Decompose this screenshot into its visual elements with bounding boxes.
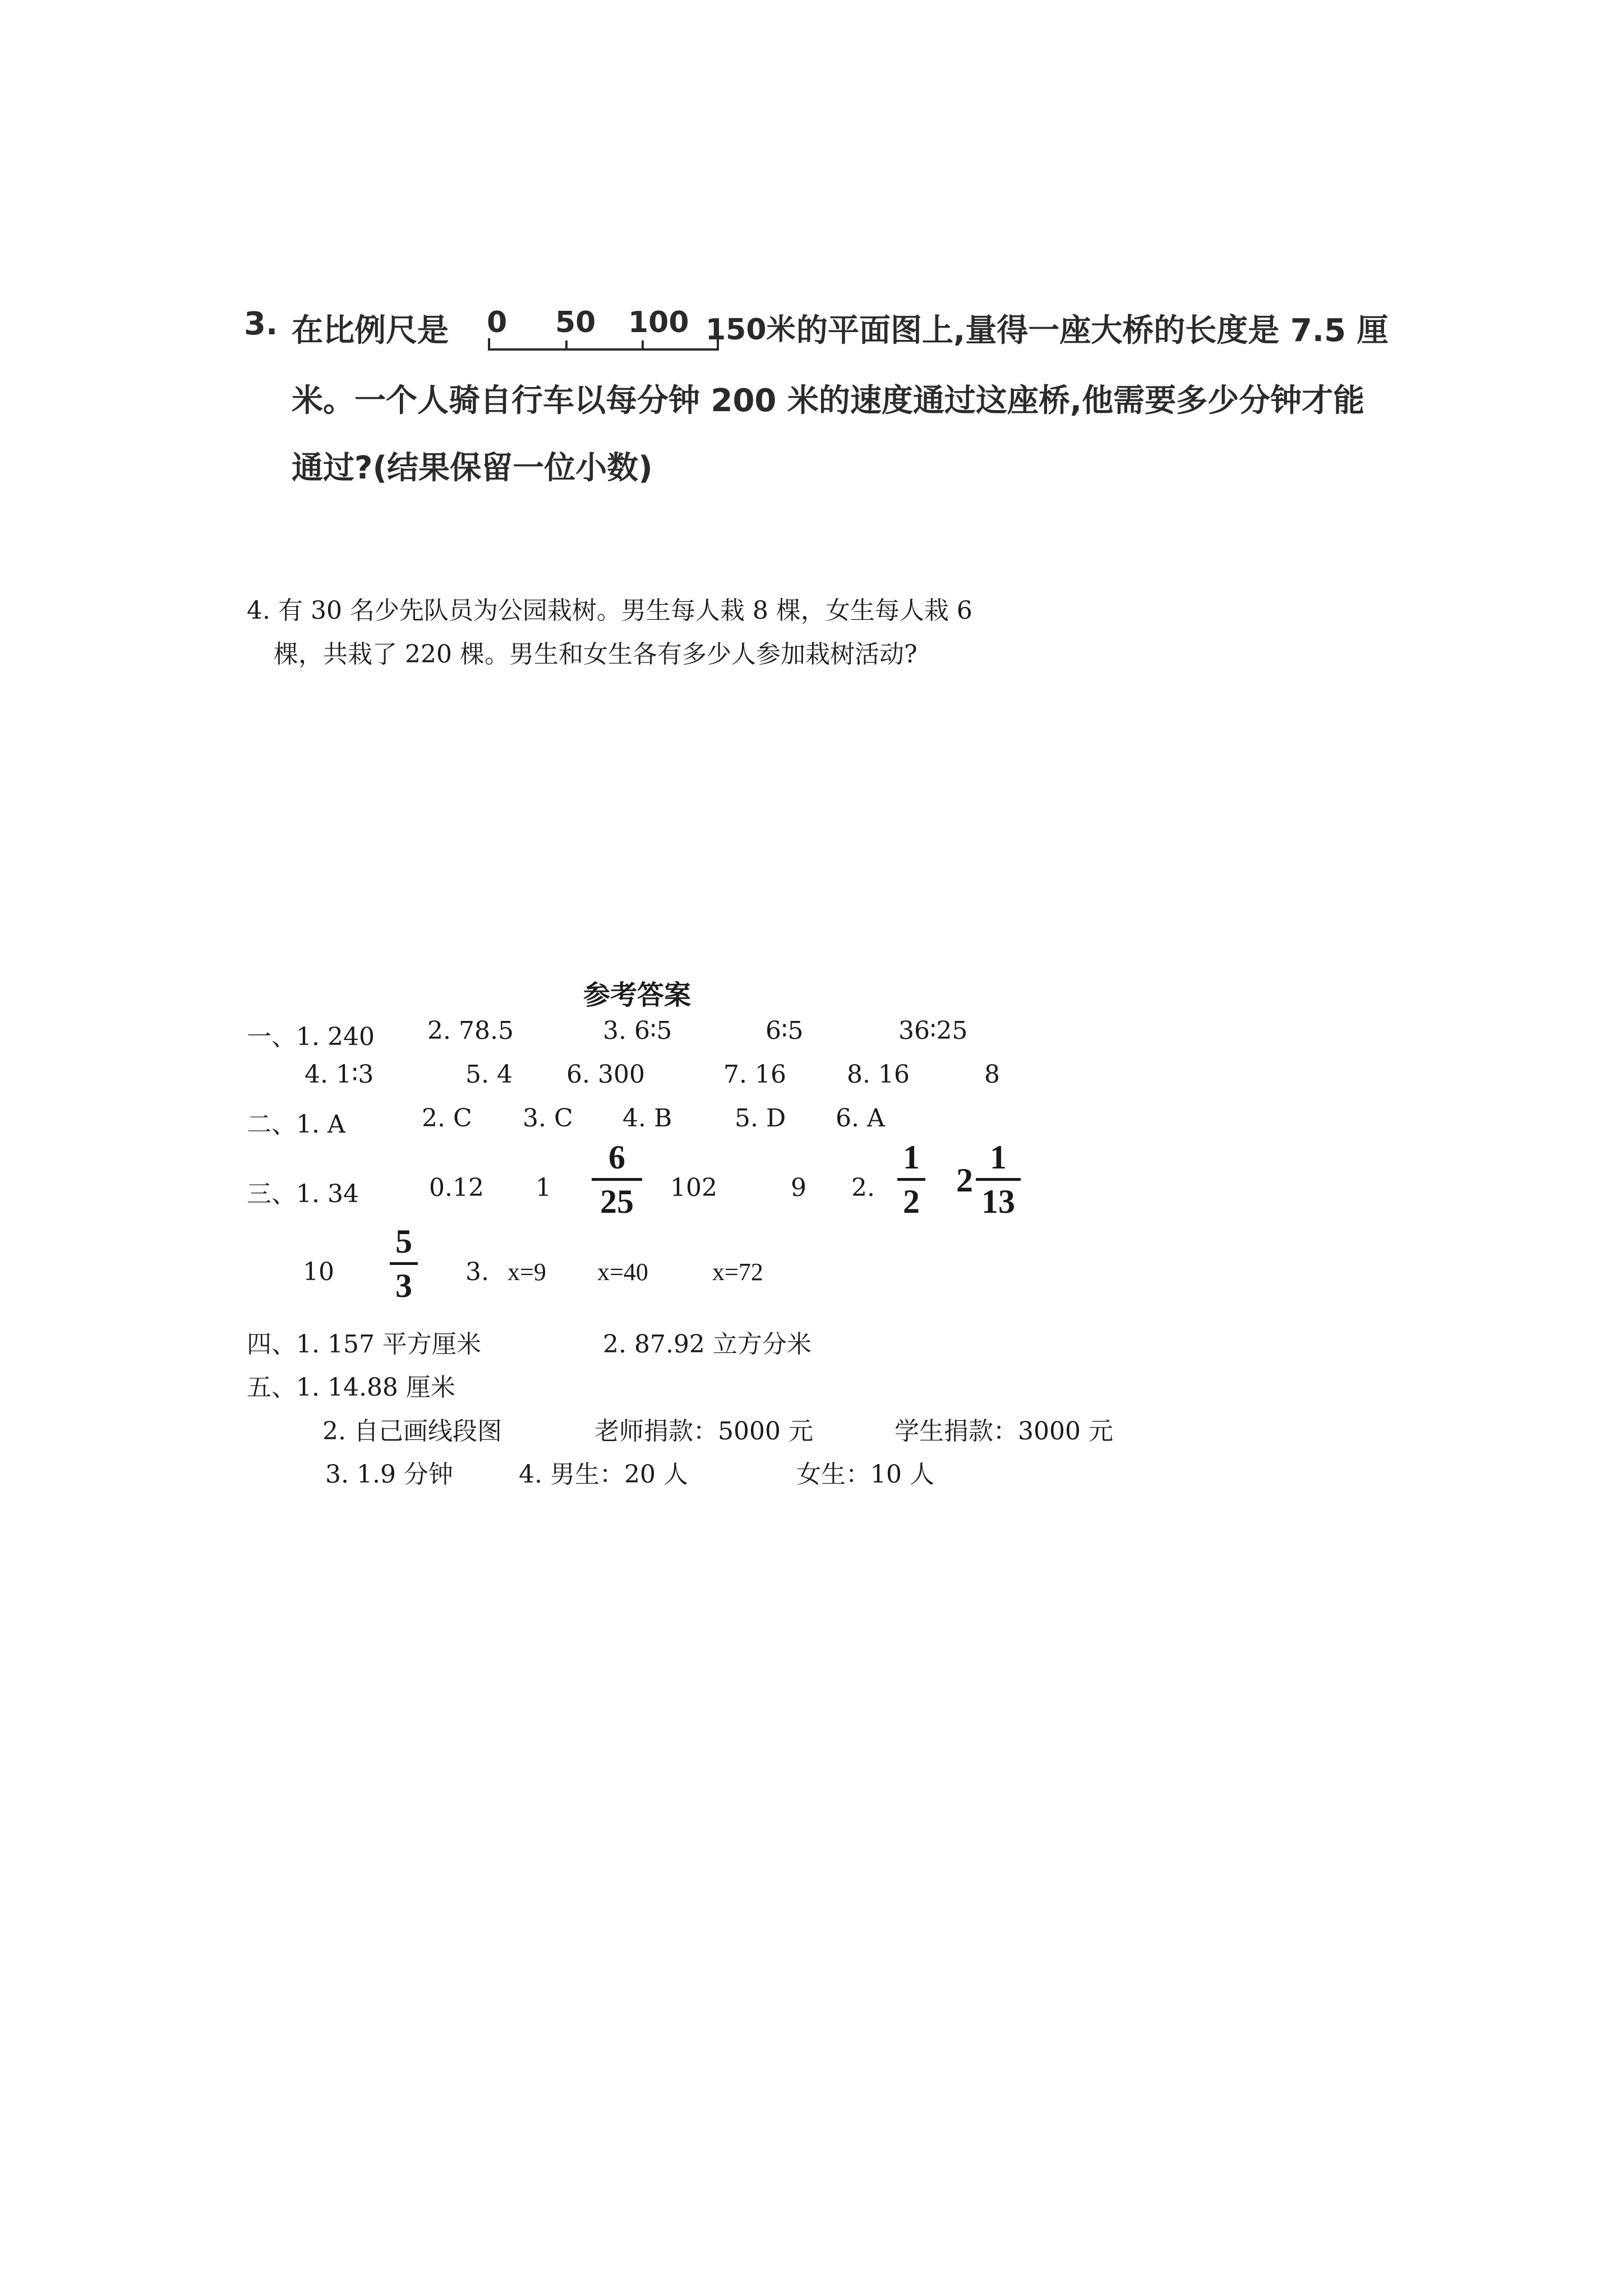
q3-line2: 米。一个人骑自行车以每分钟 200 米的速度通过这座桥,他需要多少分钟才能 — [292, 383, 1365, 419]
scale-bar — [487, 306, 796, 356]
scale-tick-100: 100 — [628, 306, 689, 339]
scale-tick-0: 0 — [487, 306, 508, 339]
s3-item-3: 1 — [536, 1174, 551, 1202]
s2-item-3: 3. C — [523, 1104, 573, 1133]
s5-item-7: 女生：10 人 — [796, 1460, 934, 1489]
s2-item-1: 二、1. A — [247, 1110, 345, 1139]
fraction-6-25 — [592, 1139, 642, 1220]
mixed-number-whole: 2 — [956, 1162, 973, 1199]
s3-item-9: x=9 — [508, 1258, 546, 1286]
s5-item-1: 五、1. 14.88 厘米 — [247, 1373, 455, 1402]
fraction-bar — [592, 1178, 642, 1181]
q4-line2: 棵，共栽了 220 棵。男生和女生各有多少人参加栽树活动? — [274, 640, 917, 669]
s3-item-2: 0.12 — [429, 1174, 484, 1202]
q4-line1: 4. 有 30 名少先队员为公园栽树。男生每人栽 8 棵，女生每人栽 6 — [247, 596, 972, 625]
fraction-numerator: 1 — [903, 1139, 920, 1176]
s3-item-5: 9 — [791, 1174, 806, 1202]
q3-number: 3. — [244, 306, 278, 342]
s1-item-7: 5. 4 — [465, 1060, 513, 1089]
s1-item-6: 4. 1∶3 — [305, 1060, 374, 1089]
fraction-numerator: 6 — [608, 1139, 625, 1176]
s5-item-4: 学生捐款：3000 元 — [895, 1417, 1113, 1446]
s1-item-4: 6∶5 — [766, 1016, 804, 1045]
s5-item-2: 2. 自己画线段图 — [322, 1417, 502, 1446]
s3-item-1: 三、1. 34 — [247, 1180, 359, 1208]
s2-item-6: 6. A — [836, 1104, 885, 1133]
s1-item-10: 8. 16 — [847, 1060, 910, 1089]
q3-rest: 的平面图上,量得一座大桥的长度是 7.5 厘 — [796, 312, 1389, 349]
scale-tick-150: 150米 — [706, 313, 796, 347]
fraction-denominator: 13 — [981, 1183, 1015, 1220]
fraction-1-13 — [976, 1139, 1021, 1220]
scale-line — [487, 306, 790, 356]
fraction-bar — [976, 1178, 1021, 1181]
s5-item-5: 3. 1.9 分钟 — [325, 1460, 453, 1489]
fraction-5-3 — [390, 1223, 418, 1304]
fraction-1-2 — [897, 1139, 925, 1220]
q3-intro: 在比例尺是 — [292, 312, 449, 349]
s2-item-2: 2. C — [422, 1104, 472, 1133]
fraction-bar — [390, 1262, 418, 1265]
s3-item-4: 102 — [670, 1174, 717, 1202]
answers-title: 参考答案 — [583, 979, 691, 1011]
fraction-denominator: 25 — [600, 1183, 634, 1220]
s4-item-2: 2. 87.92 立方分米 — [603, 1330, 811, 1359]
s3-item-6: 2. — [851, 1174, 875, 1202]
s3-item-8: 3. — [465, 1258, 489, 1286]
s1-item-5: 36∶25 — [898, 1016, 968, 1045]
s3-item-7: 10 — [303, 1258, 334, 1286]
fraction-numerator: 1 — [990, 1139, 1007, 1176]
fraction-numerator: 5 — [395, 1223, 412, 1260]
fraction-denominator: 2 — [903, 1183, 920, 1220]
s1-item-1: 一、1. 240 — [247, 1023, 375, 1051]
s1-item-3: 3. 6∶5 — [603, 1016, 672, 1045]
s2-item-4: 4. B — [623, 1104, 672, 1133]
q3-line3: 通过?(结果保留一位小数) — [292, 450, 653, 486]
s1-item-8: 6. 300 — [566, 1060, 645, 1089]
s5-item-6: 4. 男生：20 人 — [519, 1460, 688, 1489]
s3-item-11: x=72 — [712, 1258, 763, 1286]
s1-item-9: 7. 16 — [723, 1060, 786, 1089]
fraction-bar — [897, 1178, 925, 1181]
s5-item-3: 老师捐款：5000 元 — [594, 1417, 813, 1446]
s4-item-1: 四、1. 157 平方厘米 — [247, 1330, 481, 1359]
s1-item-2: 2. 78.5 — [427, 1016, 514, 1045]
fraction-denominator: 3 — [395, 1267, 412, 1304]
s1-item-11: 8 — [984, 1060, 1000, 1089]
s3-item-10: x=40 — [597, 1258, 648, 1286]
s2-item-5: 5. D — [735, 1104, 786, 1133]
scale-tick-50: 50 — [555, 306, 596, 339]
